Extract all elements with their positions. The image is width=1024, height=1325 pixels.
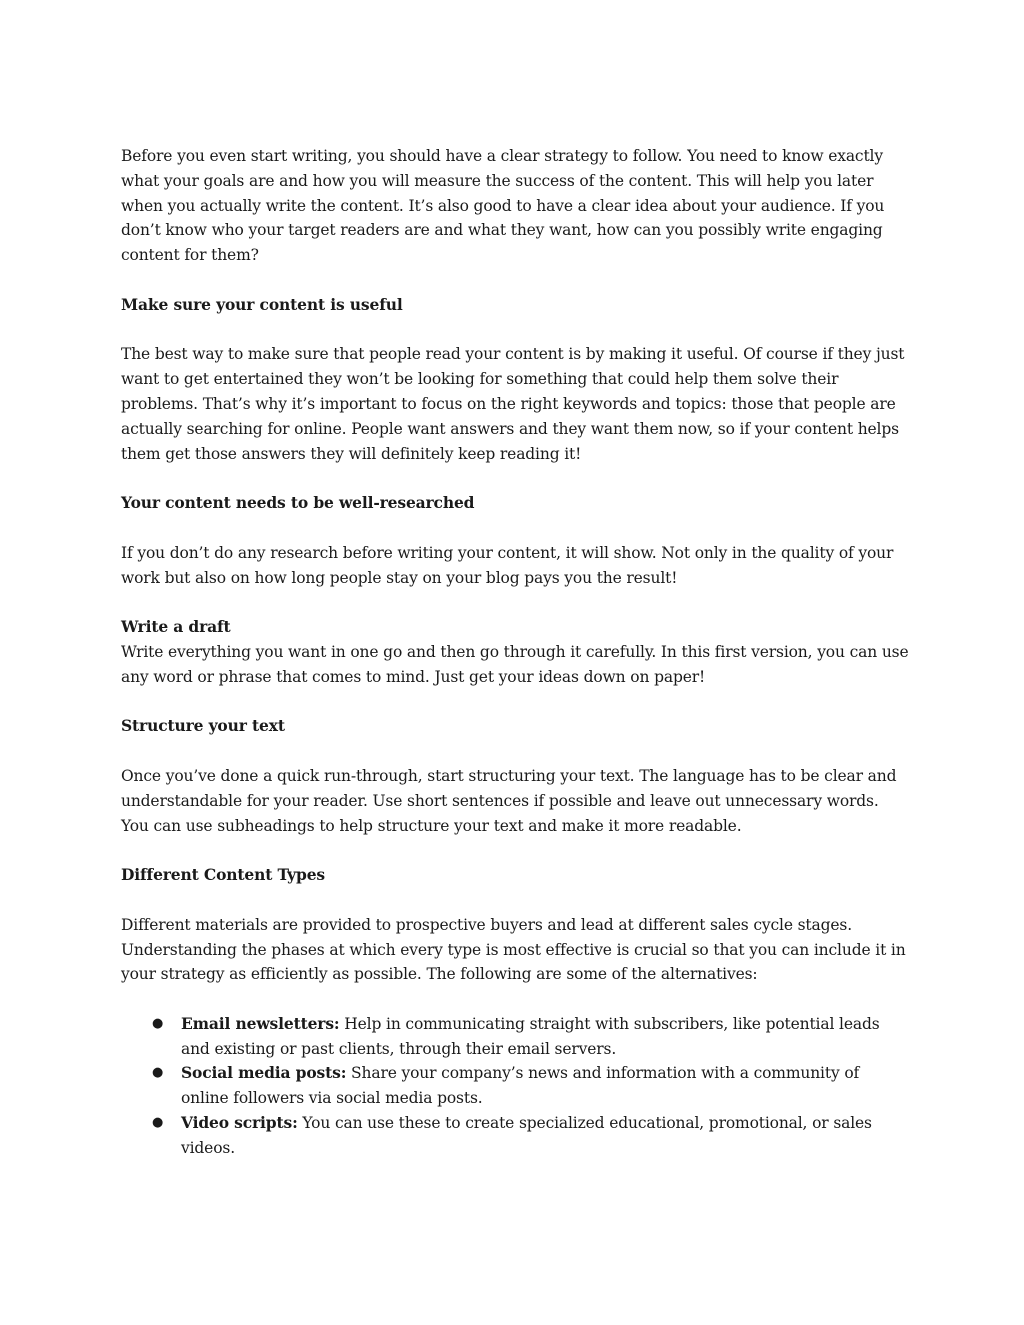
heading-useful: Make sure your content is useful [121, 294, 403, 314]
list-item-email-newsletters [152, 1012, 911, 1062]
paragraph-structure: Once you’ve done a quick run-through, start structuring your text. The language has to be clear and understandable for your reader. Use short sentences if possible and leave out unnecessary words. You can use subheadings to help structure your text and make it more readable. [121, 766, 897, 835]
paragraph-content-types: Different materials are provided to prospective buyers and lead at different sales cycle stages. Understanding the phases at which every type is most effective is crucial so that you can include it in your strategy as efficiently as possible. The following are some of the alternatives: [121, 915, 906, 984]
paragraph-researched: If you don’t do any research before writing your content, it will show. Not only in the quality of your work but also on how long people stay on your blog pays you the result! [121, 543, 894, 587]
heading-draft: Write a draft [121, 617, 231, 637]
heading-structure: Structure your text [121, 716, 285, 736]
list-item-text: Help in communicating straight with subscribers, like potential leads and existing or past clients, through their email servers. [181, 1014, 880, 1058]
list-item-text: You can use these to create specialized educational, promotional, or sales videos. [181, 1114, 872, 1157]
intro-paragraph: Before you even start writing, you should have a clear strategy to follow. You need to know exactly what your goals are and how you will measure the success of the content. This will help you later when you actually write the content. It’s also good to have a clear idea about your audience. If you don’t know who your target readers are and what they want, how can you possibly write engaging content for them? [121, 147, 885, 265]
list-item-term: Email newsletters: [181, 1013, 340, 1033]
bullet-icon: ● [152, 1065, 164, 1081]
heading-content-types: Different Content Types [121, 865, 325, 885]
paragraph-draft: Write everything you want in one go and then go through it carefully. In this first version, you can use any word or phrase that comes to mind. Just get your ideas down on paper! [121, 642, 909, 686]
bullet-icon: ● [152, 1115, 164, 1131]
list-item-text: Share your company’s news and information with a community of online followers via social media posts. [181, 1064, 860, 1108]
list-item-social-media-posts [152, 1061, 911, 1111]
bullet-icon: ● [152, 1015, 164, 1031]
paragraph-useful: The best way to make sure that people read your content is by making it useful. Of course if they just want to get entertained they won’t be looking for something that could help them solve their problems. That’s why it’s important to focus on the right keywords and topics: those that people are actually searching for online. People want answers and they want them now, so if your content helps them get those answers they will definitely keep reading it! [121, 345, 905, 463]
list-item-term: Video scripts: [181, 1113, 298, 1133]
document-page [121, 144, 911, 1161]
list-item-term: Social media posts: [181, 1063, 347, 1083]
heading-researched: Your content needs to be well-researched [121, 493, 475, 513]
content-types-list [121, 1012, 911, 1161]
list-item-video-scripts [152, 1111, 911, 1161]
